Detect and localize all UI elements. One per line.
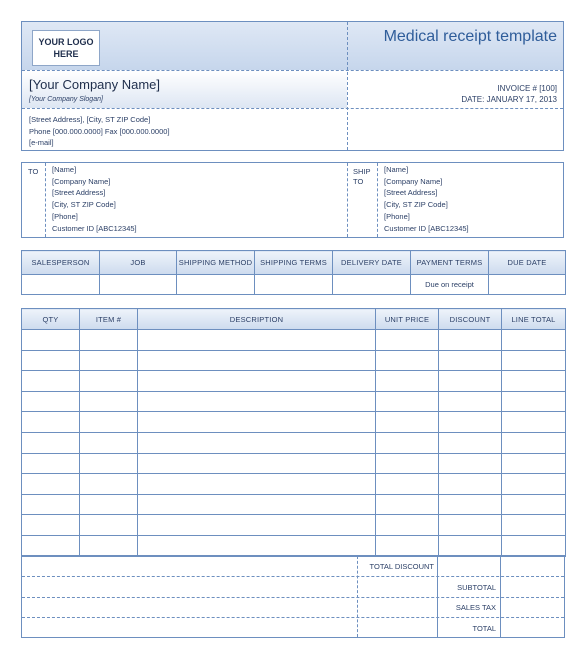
description-cell[interactable] (138, 330, 376, 351)
qty-cell[interactable] (22, 474, 80, 495)
table-row (22, 350, 566, 371)
ship-name[interactable]: [Name] (384, 165, 409, 174)
header-job: JOB (100, 251, 177, 275)
unit-price-cell[interactable] (376, 330, 439, 351)
qty-cell[interactable] (22, 371, 80, 392)
header-line-total: LINE TOTAL (502, 309, 566, 330)
shipping-terms-cell[interactable] (255, 275, 333, 295)
total-discount-label: TOTAL DISCOUNT (369, 562, 434, 571)
ship-street[interactable]: [Street Address] (384, 188, 438, 198)
table-row (22, 432, 566, 453)
to-name[interactable]: [Name] (52, 165, 77, 174)
qty-cell[interactable] (22, 350, 80, 371)
totals-vdivider-2 (437, 556, 438, 637)
header-salesperson: SALESPERSON (22, 251, 100, 275)
description-cell[interactable] (138, 432, 376, 453)
totals-divider-1 (22, 576, 564, 577)
to-label: TO (28, 167, 39, 176)
logo-line-1: YOUR LOGO (38, 37, 94, 47)
description-cell[interactable] (138, 371, 376, 392)
header-payment-terms: PAYMENT TERMS (411, 251, 489, 275)
unit-price-cell[interactable] (376, 515, 439, 536)
unit-price-cell[interactable] (376, 412, 439, 433)
payment-terms-cell[interactable]: Due on receipt (411, 275, 489, 295)
table-row (22, 453, 566, 474)
recipient-section (21, 162, 564, 238)
salesperson-cell[interactable] (22, 275, 100, 295)
description-cell[interactable] (138, 412, 376, 433)
terms-value-row (22, 275, 566, 295)
unit-price-cell[interactable] (376, 371, 439, 392)
discount-cell[interactable] (439, 453, 502, 474)
item-cell[interactable] (80, 432, 138, 453)
invoice-number[interactable]: INVOICE # [100] (497, 84, 557, 93)
header-divider-2 (22, 108, 563, 109)
logo-line-2: HERE (53, 49, 79, 59)
items-table (21, 308, 566, 557)
qty-cell[interactable] (22, 412, 80, 433)
sales-tax-label: SALES TAX (455, 603, 496, 612)
ship-to-details (384, 164, 469, 234)
line-total-cell[interactable] (502, 432, 566, 453)
description-cell[interactable] (138, 515, 376, 536)
unit-price-cell[interactable] (376, 350, 439, 371)
header-shipping-terms: SHIPPING TERMS (255, 251, 333, 275)
total-label: TOTAL (472, 624, 496, 633)
unit-price-cell[interactable] (376, 474, 439, 495)
totals-section (21, 555, 565, 638)
table-row (22, 330, 566, 351)
description-cell[interactable] (138, 350, 376, 371)
header-due-date: DUE DATE (489, 251, 566, 275)
description-cell[interactable] (138, 494, 376, 515)
discount-cell[interactable] (439, 494, 502, 515)
to-company[interactable]: [Company Name] (52, 176, 111, 186)
unit-price-cell[interactable] (376, 391, 439, 412)
header-discount: DISCOUNT (439, 309, 502, 330)
table-row (22, 412, 566, 433)
item-cell[interactable] (80, 515, 138, 536)
to-street[interactable]: [Street Address] (52, 188, 106, 198)
table-row (22, 474, 566, 495)
description-cell[interactable] (138, 391, 376, 412)
address-line[interactable]: [Street Address], [City, ST ZIP Code] (29, 115, 151, 124)
line-total-cell[interactable] (502, 535, 566, 556)
item-cell[interactable] (80, 535, 138, 556)
description-cell[interactable] (138, 474, 376, 495)
line-total-cell[interactable] (502, 330, 566, 351)
line-total-cell[interactable] (502, 494, 566, 515)
items-header-row (22, 309, 566, 330)
totals-vdivider-3 (500, 556, 501, 637)
to-phone[interactable]: [Phone] (52, 211, 78, 221)
qty-cell[interactable] (22, 515, 80, 536)
line-total-cell[interactable] (502, 371, 566, 392)
email-line[interactable]: [e-mail] (29, 138, 54, 147)
subtotal-label: SUBTOTAL (457, 583, 496, 592)
table-row (22, 391, 566, 412)
table-row (22, 494, 566, 515)
invoice-info (461, 83, 557, 105)
company-name[interactable]: [Your Company Name] (29, 77, 161, 92)
line-total-cell[interactable] (502, 350, 566, 371)
ship-company[interactable]: [Company Name] (384, 176, 443, 186)
qty-cell[interactable] (22, 432, 80, 453)
header-divider-vertical (347, 22, 348, 150)
item-cell[interactable] (80, 330, 138, 351)
header-shipping-method: SHIPPING METHOD (177, 251, 255, 275)
unit-price-cell[interactable] (376, 535, 439, 556)
phone-fax-line[interactable]: Phone [000.000.0000] Fax [000.000.0000] (29, 126, 170, 136)
delivery-date-cell[interactable] (333, 275, 411, 295)
description-cell[interactable] (138, 453, 376, 474)
header-qty: QTY (22, 309, 80, 330)
receipt-header (21, 21, 564, 151)
item-cell[interactable] (80, 494, 138, 515)
discount-cell[interactable] (439, 350, 502, 371)
discount-cell[interactable] (439, 515, 502, 536)
ship-phone[interactable]: [Phone] (384, 211, 410, 221)
unit-price-cell[interactable] (376, 453, 439, 474)
header-unit-price: UNIT PRICE (376, 309, 439, 330)
discount-cell[interactable] (439, 391, 502, 412)
unit-price-cell[interactable] (376, 494, 439, 515)
line-total-cell[interactable] (502, 412, 566, 433)
discount-cell[interactable] (439, 371, 502, 392)
line-total-cell[interactable] (502, 474, 566, 495)
receipt-title: Medical receipt template (383, 28, 557, 45)
company-slogan[interactable]: [Your Company Slogan] (29, 96, 103, 103)
line-total-cell[interactable] (502, 515, 566, 536)
header-item-number: ITEM # (80, 309, 138, 330)
to-details (52, 164, 137, 234)
header-divider-1 (22, 70, 563, 71)
table-row (22, 535, 566, 556)
to-customer-id[interactable]: Customer ID [ABC12345] (52, 223, 137, 233)
table-row (22, 371, 566, 392)
shipping-method-cell[interactable] (177, 275, 255, 295)
qty-cell[interactable] (22, 391, 80, 412)
discount-cell[interactable] (439, 474, 502, 495)
to-city[interactable]: [City, ST ZIP Code] (52, 200, 116, 210)
due-date-cell[interactable] (489, 275, 566, 295)
header-delivery-date: DELIVERY DATE (333, 251, 411, 275)
invoice-date[interactable]: DATE: JANUARY 17, 2013 (461, 95, 557, 104)
qty-cell[interactable] (22, 330, 80, 351)
description-cell[interactable] (138, 535, 376, 556)
unit-price-cell[interactable] (376, 432, 439, 453)
table-row (22, 515, 566, 536)
logo-placeholder (32, 30, 100, 66)
qty-cell[interactable] (22, 535, 80, 556)
qty-cell[interactable] (22, 494, 80, 515)
line-total-cell[interactable] (502, 391, 566, 412)
item-cell[interactable] (80, 412, 138, 433)
discount-cell[interactable] (439, 432, 502, 453)
header-description: DESCRIPTION (138, 309, 376, 330)
ship-city[interactable]: [City, ST ZIP Code] (384, 200, 448, 210)
totals-divider-2 (22, 597, 564, 598)
totals-vdivider-1 (357, 556, 358, 637)
discount-cell[interactable] (439, 412, 502, 433)
ship-customer-id[interactable]: Customer ID [ABC12345] (384, 223, 469, 233)
discount-cell[interactable] (439, 535, 502, 556)
terms-header-row (22, 251, 566, 275)
item-cell[interactable] (80, 350, 138, 371)
item-cell[interactable] (80, 474, 138, 495)
ship-to-label (353, 167, 371, 187)
line-total-cell[interactable] (502, 453, 566, 474)
item-cell[interactable] (80, 453, 138, 474)
terms-table (21, 250, 566, 295)
item-cell[interactable] (80, 371, 138, 392)
company-address (29, 114, 170, 149)
job-cell[interactable] (100, 275, 177, 295)
qty-cell[interactable] (22, 453, 80, 474)
ship-to-label-2: TO (353, 177, 364, 186)
ship-to-divider (377, 163, 378, 237)
middle-divider (347, 163, 348, 237)
to-divider (45, 163, 46, 237)
ship-to-label-1: SHIP (353, 167, 371, 176)
discount-cell[interactable] (439, 330, 502, 351)
item-cell[interactable] (80, 391, 138, 412)
totals-divider-3 (22, 617, 564, 618)
